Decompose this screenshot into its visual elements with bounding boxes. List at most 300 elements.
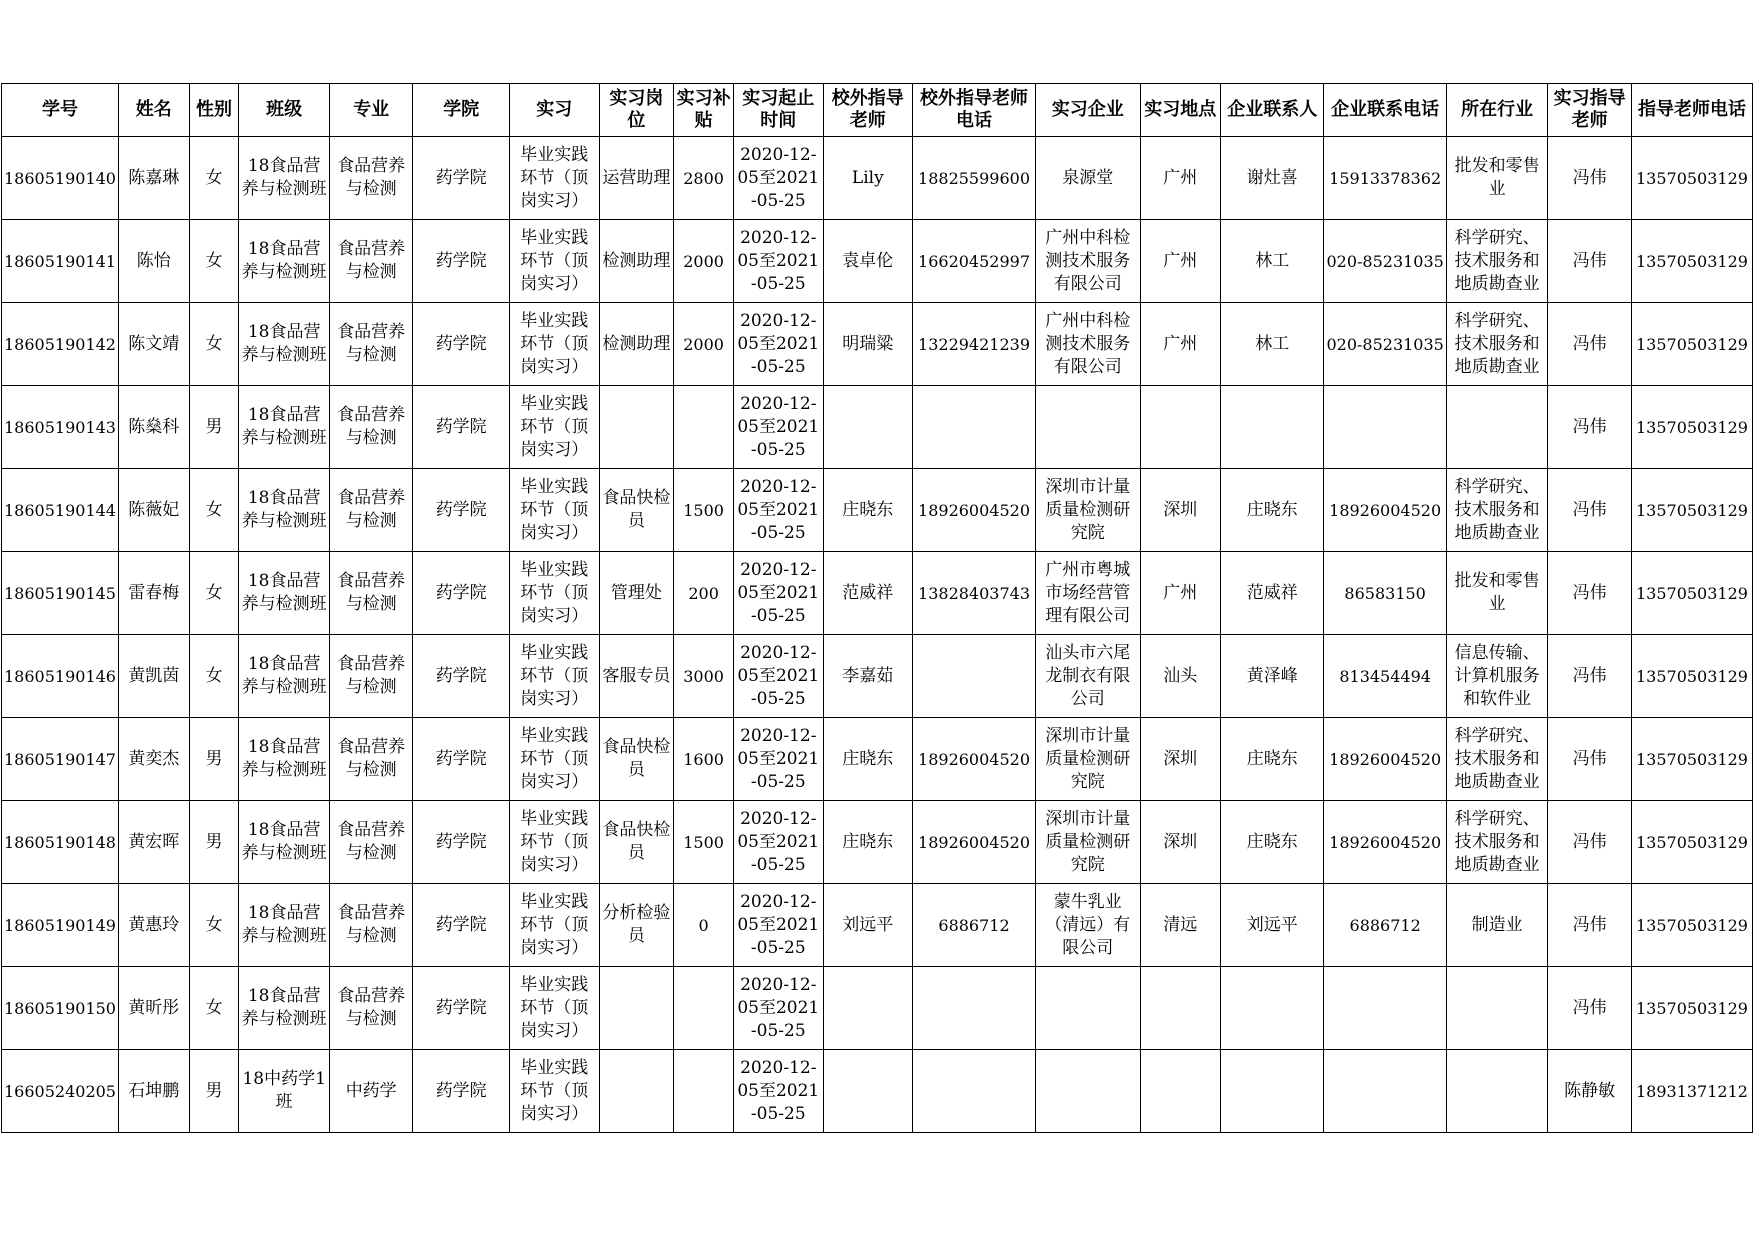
cell-period [734,469,824,552]
cell-company [1036,635,1141,718]
cell-text: 2020-12-05至2021-05-25 [737,891,820,958]
cell-company-contact [1221,552,1324,635]
cell-major [329,303,413,386]
cell-text: 13570503129 [1635,583,1748,603]
cell-text: 运营助理 [602,167,671,188]
cell-text: 18605190143 [4,417,116,437]
cell-text: 1500 [683,500,724,520]
cell-text: 广州 [1163,250,1198,271]
cell-internship [509,552,599,635]
cell-text: 18931371212 [1635,1081,1748,1101]
cell-text: 陈薇妃 [128,499,180,520]
cell-class [239,469,330,552]
cell-text: 检测助理 [602,250,671,271]
cell-company-contact [1221,884,1324,967]
cell-major [329,137,413,220]
cell-company [1036,469,1141,552]
cell-gender [189,137,239,220]
cell-company [1036,386,1141,469]
cell-industry [1446,801,1548,884]
cell-period [734,1050,824,1133]
cell-text: 200 [688,583,719,603]
cell-external-mentor-phone [913,552,1036,635]
cell-period [734,884,824,967]
cell-company [1036,801,1141,884]
cell-mentor-phone [1631,635,1752,718]
cell-company [1036,137,1141,220]
col-header-location: 实习地点 [1140,84,1221,137]
cell-external-mentor [823,386,913,469]
cell-text: Lily [851,167,884,188]
cell-text: 3000 [683,666,724,686]
cell-external-mentor-phone [913,884,1036,967]
cell-mentor [1548,1050,1632,1133]
table-row [2,386,1753,469]
cell-external-mentor [823,1050,913,1133]
cell-text: 黄昕彤 [128,997,180,1018]
cell-text: 深圳市计量质量检测研究院 [1045,476,1131,543]
cell-text: 13570503129 [1635,666,1748,686]
cell-mentor-phone [1631,884,1752,967]
cell-college [413,967,509,1050]
cell-name [118,469,189,552]
cell-text: 2020-12-05至2021-05-25 [737,559,820,626]
cell-text: 813454494 [1339,666,1431,686]
table-row [2,220,1753,303]
cell-text: 020-85231035 [1326,334,1444,354]
cell-text: 13570503129 [1635,417,1748,437]
cell-company-phone [1324,552,1446,635]
cell-class [239,967,330,1050]
cell-text: 冯伟 [1572,582,1607,603]
cell-text: 6886712 [1349,915,1421,935]
cell-text: 86583150 [1344,583,1426,603]
cell-text: 2020-12-05至2021-05-25 [737,476,820,543]
cell-company-phone [1324,137,1446,220]
cell-text: 2020-12-05至2021-05-25 [737,310,820,377]
col-header-internship: 实习 [509,84,599,137]
col-header-class: 班级 [239,84,330,137]
cell-text: 13828403743 [918,583,1031,603]
cell-gender [189,967,239,1050]
cell-company-phone [1324,303,1446,386]
cell-company-contact [1221,220,1324,303]
cell-mentor [1548,220,1632,303]
cell-external-mentor-phone [913,718,1036,801]
cell-text: 女 [205,914,223,935]
cell-text: 庄晓东 [1246,831,1298,852]
cell-text: 1600 [683,749,724,769]
cell-external-mentor [823,137,913,220]
cell-period [734,635,824,718]
cell-text: 药学院 [435,665,487,686]
table-row [2,303,1753,386]
cell-position [599,635,674,718]
cell-text: 深圳市计量质量检测研究院 [1045,725,1131,792]
cell-text: 汕头 [1163,665,1198,686]
cell-text: 女 [205,250,223,271]
cell-subsidy [674,635,734,718]
cell-text: 蒙牛乳业（清远）有限公司 [1045,891,1131,958]
cell-gender [189,884,239,967]
cell-company [1036,884,1141,967]
cell-text: 2020-12-05至2021-05-25 [737,227,820,294]
cell-internship [509,801,599,884]
cell-text: 李嘉茹 [842,665,894,686]
cell-external-mentor [823,303,913,386]
cell-company [1036,552,1141,635]
col-header-subsidy: 实习补贴 [674,84,734,137]
cell-internship [509,1050,599,1133]
header-row [2,84,1753,137]
cell-text: 13229421239 [918,334,1031,354]
cell-mentor-phone [1631,801,1752,884]
cell-position [599,884,674,967]
cell-external-mentor [823,884,913,967]
cell-text: 科学研究、技术服务和地质勘查业 [1454,725,1540,792]
cell-text: 药学院 [435,997,487,1018]
cell-company-phone [1324,718,1446,801]
cell-text: 信息传输、计算机服务和软件业 [1454,642,1540,709]
cell-text: 18605190147 [4,749,116,769]
cell-text: 食品营养与检测 [337,156,406,199]
cell-text: 女 [205,997,223,1018]
cell-major [329,552,413,635]
cell-text: 药学院 [435,499,487,520]
table-row [2,1050,1753,1133]
cell-external-mentor [823,220,913,303]
cell-position [599,1050,674,1133]
cell-student-id [2,303,119,386]
cell-class [239,635,330,718]
cell-text: 020-85231035 [1326,251,1444,271]
col-header-period: 实习起止时间 [734,84,824,137]
cell-subsidy [674,303,734,386]
cell-text: 黄宏晖 [128,831,180,852]
cell-text: 18825599600 [918,168,1031,188]
cell-text: 陈嘉琳 [128,167,180,188]
cell-text: 深圳 [1163,499,1198,520]
cell-subsidy [674,884,734,967]
cell-text: 清远 [1163,914,1198,935]
cell-location [1140,220,1221,303]
cell-text: 袁卓伦 [842,250,894,271]
cell-text: 药学院 [435,914,487,935]
cell-internship [509,386,599,469]
cell-major [329,801,413,884]
cell-position [599,220,674,303]
cell-location [1140,884,1221,967]
cell-college [413,137,509,220]
cell-name [118,884,189,967]
cell-mentor-phone [1631,303,1752,386]
cell-text: 食品营养与检测 [337,737,406,780]
cell-major [329,718,413,801]
cell-text: 2020-12-05至2021-05-25 [737,642,820,709]
cell-text: 18食品营养与检测班 [241,488,327,531]
cell-external-mentor-phone [913,386,1036,469]
cell-location [1140,303,1221,386]
cell-text: 女 [205,167,223,188]
cell-industry [1446,635,1548,718]
cell-company-contact [1221,718,1324,801]
cell-company [1036,303,1141,386]
cell-student-id [2,1050,119,1133]
cell-text: 18605190150 [4,998,116,1018]
cell-industry [1446,967,1548,1050]
cell-location [1140,552,1221,635]
cell-text: 男 [205,1080,223,1101]
cell-college [413,386,509,469]
cell-text: 2020-12-05至2021-05-25 [737,725,820,792]
table-row [2,801,1753,884]
cell-student-id [2,469,119,552]
cell-text: 毕业实践环节（顶岗实习） [520,144,589,211]
cell-text: 药学院 [435,748,487,769]
cell-text: 2020-12-05至2021-05-25 [737,808,820,875]
cell-mentor [1548,469,1632,552]
table-row [2,967,1753,1050]
cell-college [413,884,509,967]
col-header-company-contact: 企业联系人 [1221,84,1324,137]
cell-location [1140,137,1221,220]
cell-major [329,884,413,967]
cell-text: 18食品营养与检测班 [241,820,327,863]
cell-external-mentor [823,967,913,1050]
cell-name [118,967,189,1050]
cell-college [413,635,509,718]
cell-company-phone [1324,1050,1446,1133]
cell-position [599,137,674,220]
cell-mentor-phone [1631,386,1752,469]
cell-gender [189,386,239,469]
cell-subsidy [674,137,734,220]
cell-location [1140,469,1221,552]
cell-text: 食品快检员 [602,737,671,780]
cell-text: 药学院 [435,831,487,852]
cell-text: 庄晓东 [842,499,894,520]
cell-internship [509,303,599,386]
cell-text: 女 [205,665,223,686]
cell-mentor [1548,386,1632,469]
cell-student-id [2,718,119,801]
cell-period [734,718,824,801]
cell-text: 毕业实践环节（顶岗实习） [520,725,589,792]
cell-text: 毕业实践环节（顶岗实习） [520,559,589,626]
cell-company-contact [1221,1050,1324,1133]
cell-text: 女 [205,582,223,603]
cell-class [239,718,330,801]
col-header-major: 专业 [329,84,413,137]
cell-college [413,552,509,635]
cell-period [734,386,824,469]
cell-mentor [1548,552,1632,635]
cell-location [1140,718,1221,801]
cell-position [599,801,674,884]
cell-text: 毕业实践环节（顶岗实习） [520,227,589,294]
cell-text: 药学院 [435,582,487,603]
table-row [2,718,1753,801]
cell-location [1140,635,1221,718]
cell-text: 食品快检员 [602,488,671,531]
cell-subsidy [674,1050,734,1133]
cell-text: 管理处 [610,582,662,603]
cell-gender [189,552,239,635]
cell-company-contact [1221,386,1324,469]
cell-text: 食品营养与检测 [337,820,406,863]
cell-position [599,718,674,801]
cell-text: 女 [205,499,223,520]
cell-class [239,386,330,469]
cell-internship [509,718,599,801]
cell-text: 18食品营养与检测班 [241,239,327,282]
cell-text: 冯伟 [1572,333,1607,354]
cell-class [239,801,330,884]
cell-text: 刘远平 [1246,914,1298,935]
cell-text: 13570503129 [1635,168,1748,188]
cell-company [1036,718,1141,801]
cell-text: 毕业实践环节（顶岗实习） [520,393,589,460]
cell-text: 食品营养与检测 [337,405,406,448]
cell-period [734,220,824,303]
col-header-mentor: 实习指导老师 [1548,84,1632,137]
cell-text: 广州 [1163,333,1198,354]
cell-text: 检测助理 [602,333,671,354]
cell-text: 汕头市六尾龙制衣有限公司 [1045,642,1131,709]
cell-internship [509,884,599,967]
cell-text: 石坤鹏 [128,1080,180,1101]
cell-company-phone [1324,220,1446,303]
cell-text: 黄泽峰 [1246,665,1298,686]
cell-text: 广州中科检测技术服务有限公司 [1045,310,1131,377]
cell-text: 18926004520 [918,749,1031,769]
cell-subsidy [674,967,734,1050]
cell-external-mentor-phone [913,967,1036,1050]
cell-student-id [2,967,119,1050]
cell-text: 广州中科检测技术服务有限公司 [1045,227,1131,294]
cell-text: 1500 [683,832,724,852]
cell-major [329,635,413,718]
cell-text: 谢灶喜 [1246,167,1298,188]
cell-company-contact [1221,469,1324,552]
cell-text: 男 [205,416,223,437]
cell-text: 18食品营养与检测班 [241,156,327,199]
cell-text: 2000 [683,251,724,271]
cell-position [599,469,674,552]
cell-internship [509,967,599,1050]
cell-text: 科学研究、技术服务和地质勘查业 [1454,808,1540,875]
cell-external-mentor-phone [913,303,1036,386]
cell-text: 食品营养与检测 [337,322,406,365]
cell-company-contact [1221,137,1324,220]
cell-text: 18食品营养与检测班 [241,903,327,946]
cell-external-mentor [823,469,913,552]
cell-company [1036,1050,1141,1133]
cell-period [734,801,824,884]
cell-major [329,386,413,469]
cell-external-mentor-phone [913,220,1036,303]
cell-text: 林工 [1255,250,1290,271]
cell-text: 黄惠玲 [128,914,180,935]
cell-text: 中药学 [345,1080,397,1101]
cell-text: 13570503129 [1635,832,1748,852]
cell-internship [509,635,599,718]
cell-external-mentor-phone [913,137,1036,220]
col-header-industry: 所在行业 [1446,84,1548,137]
cell-text: 毕业实践环节（顶岗实习） [520,642,589,709]
cell-student-id [2,801,119,884]
cell-gender [189,718,239,801]
cell-text: 陈怡 [136,250,171,271]
cell-text: 雷春梅 [128,582,180,603]
cell-college [413,718,509,801]
cell-location [1140,967,1221,1050]
cell-text: 18605190144 [4,500,116,520]
cell-class [239,220,330,303]
cell-text: 18605190148 [4,832,116,852]
cell-subsidy [674,552,734,635]
cell-industry [1446,137,1548,220]
cell-text: 18食品营养与检测班 [241,405,327,448]
cell-text: 食品营养与检测 [337,239,406,282]
cell-text: 13570503129 [1635,998,1748,1018]
cell-text: 广州 [1163,582,1198,603]
cell-text: 18食品营养与检测班 [241,571,327,614]
table-row [2,635,1753,718]
cell-class [239,552,330,635]
cell-name [118,635,189,718]
cell-text: 客服专员 [602,665,671,686]
cell-text: 2020-12-05至2021-05-25 [737,1057,820,1124]
cell-text: 6886712 [938,915,1010,935]
cell-text: 18926004520 [918,832,1031,852]
cell-college [413,469,509,552]
cell-company [1036,220,1141,303]
cell-text: 13570503129 [1635,334,1748,354]
cell-text: 16605240205 [4,1081,116,1101]
cell-text: 科学研究、技术服务和地质勘查业 [1454,476,1540,543]
cell-text: 庄晓东 [1246,748,1298,769]
cell-company-phone [1324,386,1446,469]
col-header-mentor-phone: 指导老师电话 [1631,84,1752,137]
cell-student-id [2,884,119,967]
cell-text: 18926004520 [918,500,1031,520]
cell-text: 2020-12-05至2021-05-25 [737,393,820,460]
cell-text: 毕业实践环节（顶岗实习） [520,310,589,377]
cell-text: 深圳市计量质量检测研究院 [1045,808,1131,875]
cell-mentor [1548,884,1632,967]
cell-external-mentor-phone [913,801,1036,884]
cell-external-mentor [823,718,913,801]
cell-text: 18605190146 [4,666,116,686]
cell-text: 庄晓东 [842,748,894,769]
cell-external-mentor [823,552,913,635]
cell-text: 药学院 [435,333,487,354]
table-row [2,884,1753,967]
col-header-position: 实习岗位 [599,84,674,137]
cell-location [1140,801,1221,884]
cell-college [413,303,509,386]
cell-gender [189,303,239,386]
cell-position [599,967,674,1050]
cell-text: 18食品营养与检测班 [241,322,327,365]
cell-text: 深圳 [1163,831,1198,852]
cell-text: 食品营养与检测 [337,903,406,946]
cell-text: 药学院 [435,1080,487,1101]
cell-major [329,967,413,1050]
cell-gender [189,1050,239,1133]
cell-text: 科学研究、技术服务和地质勘查业 [1454,310,1540,377]
